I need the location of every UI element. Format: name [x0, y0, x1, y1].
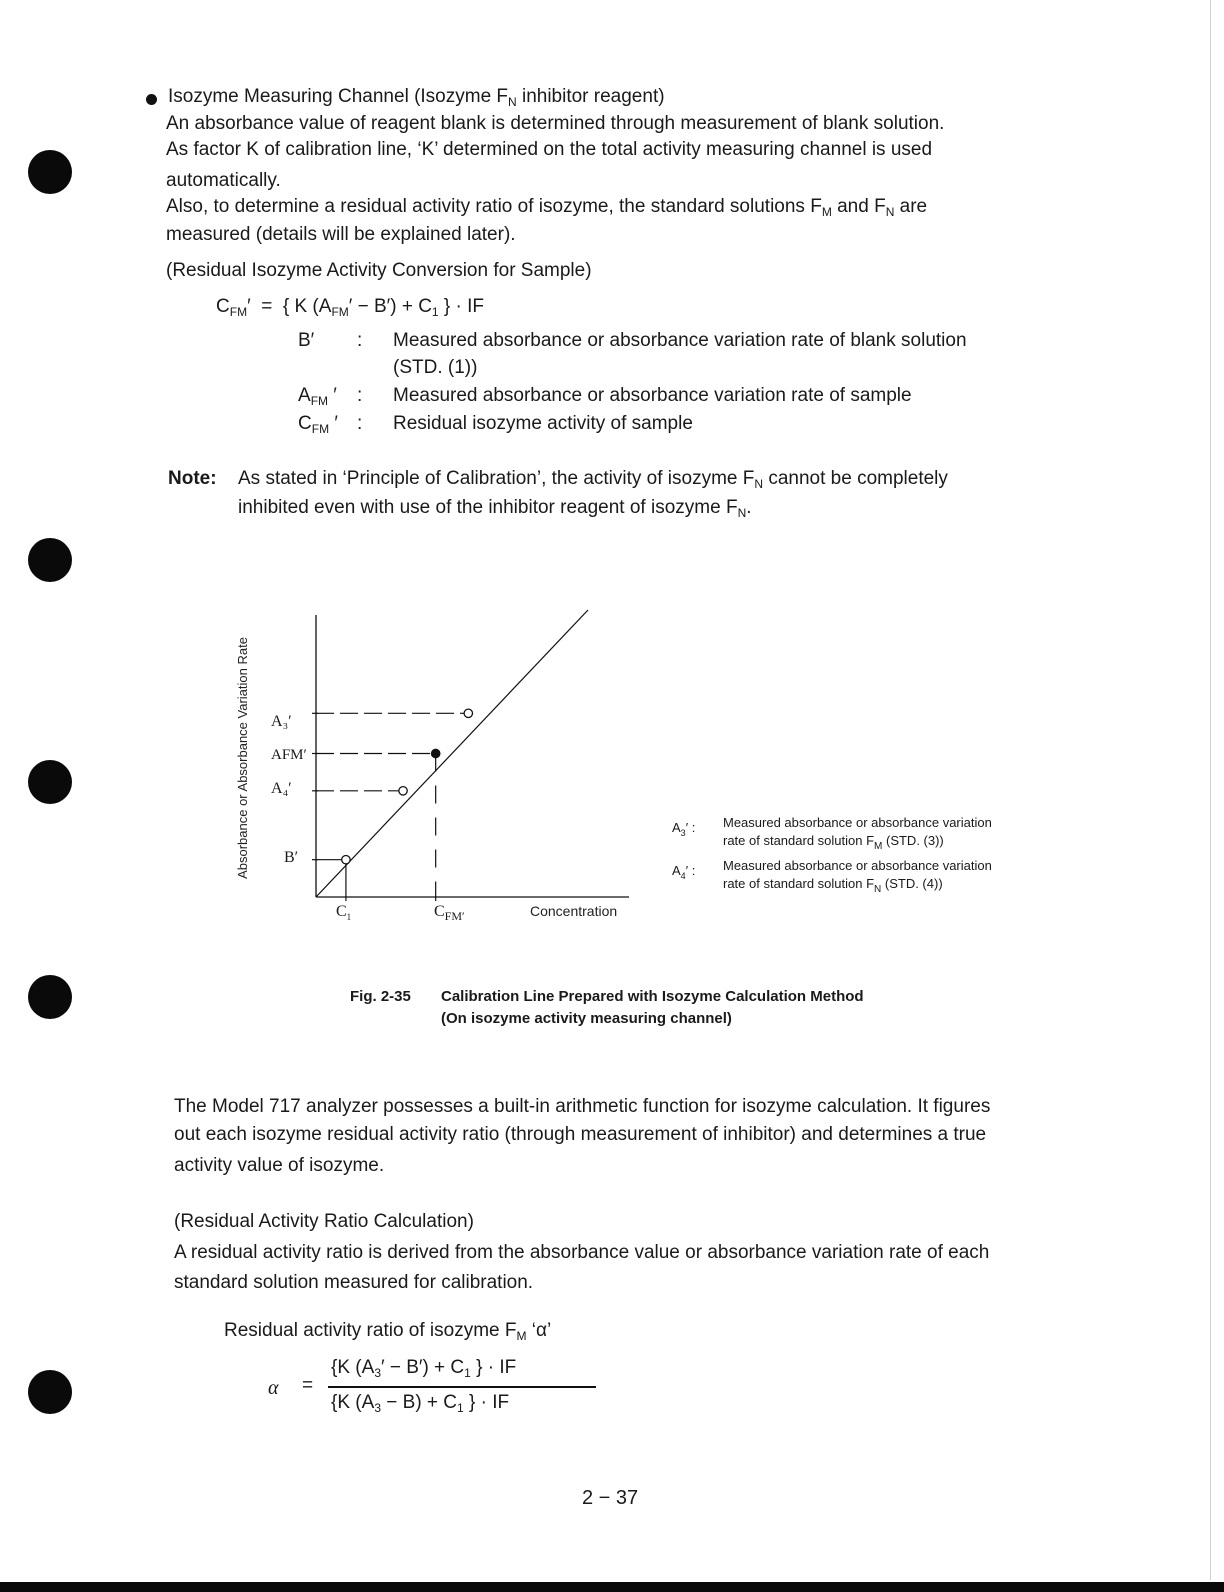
- conversion-heading: (Residual Isozyme Activity Conversion for Sample): [166, 260, 592, 281]
- definition-colon: :: [357, 413, 363, 434]
- alpha-equals: =: [302, 1375, 314, 1396]
- legend-text-a3-line1: Measured absorbance or absorbance variation: [723, 815, 992, 830]
- figure-caption-line-1: Calibration Line Prepared with Isozyme Calculation Method: [441, 988, 864, 1005]
- y-tick-label-a3: A₃′: [271, 713, 292, 730]
- y-tick-label-b: B′: [284, 849, 299, 866]
- x-tick-label-c1: $C_1$: [336, 903, 352, 922]
- chart-plot: [312, 610, 629, 901]
- note-line-1: As stated in ‘Principle of Calibration’, the activity of isozyme $F_N$ cannot be completely: [238, 468, 948, 491]
- legend-symbol-a3: $A_3'$ :: [672, 820, 696, 838]
- paragraph-2-line-1: A residual activity ratio is derived from the absorbance value or absorbance variation rate of each: [174, 1242, 990, 1263]
- paragraph-1-line-3: activity value of isozyme.: [174, 1155, 385, 1176]
- note-line-2: inhibited even with use of the inhibitor reagent of isozyme $F_N$.: [238, 497, 752, 520]
- binder-hole-5: [28, 1370, 72, 1414]
- figure-caption-line-2: (On isozyme activity measuring channel): [441, 1010, 732, 1027]
- page-number: 2 − 37: [582, 1487, 639, 1509]
- definition-colon: :: [357, 330, 363, 351]
- alpha-numerator: {K $(A_3' - B') + C_1$ } · IF: [331, 1357, 517, 1380]
- section-line-3: automatically.: [166, 170, 281, 191]
- definition-symbol: $C_{FM}$ ′: [298, 413, 338, 436]
- definition-symbol: $A_{FM}$ ′: [298, 385, 337, 408]
- definition-text: Measured absorbance or absorbance variation rate of sample: [393, 385, 912, 406]
- section-line-4: Also, to determine a residual activity ratio of isozyme, the standard solutions $F_M$ and $F_N$ are: [166, 196, 928, 219]
- legend-text-a4-line1: Measured absorbance or absorbance variation: [723, 858, 992, 873]
- alpha-denominator: {K $(A_3 - B) + C_1$ } · IF: [331, 1392, 510, 1415]
- definition-text: Residual isozyme activity of sample: [393, 413, 693, 434]
- x-tick-label-cfm: $C_{FM'}$: [434, 903, 465, 923]
- paragraph-1-line-1: The Model 717 analyzer possesses a built-in arithmetic function for isozyme calculation. It figures: [174, 1096, 991, 1117]
- binder-hole-4: [28, 975, 72, 1019]
- definition-colon: :: [357, 385, 363, 406]
- data-point-3: [464, 709, 472, 717]
- section-title: Isozyme Measuring Channel (Isozyme $F_N$ inhibitor reagent): [168, 86, 665, 109]
- data-point-1: [399, 787, 407, 795]
- paragraph-2-line-2: standard solution measured for calibration.: [174, 1272, 534, 1293]
- binder-hole-1: [28, 150, 72, 194]
- x-axis-label: Concentration: [530, 903, 618, 919]
- paragraph-1-line-2: out each isozyme residual activity ratio (through measurement of inhibitor) and determines a true: [174, 1124, 987, 1145]
- section-line-2: As factor K of calibration line, ‘K’ determined on the total activity measuring channel is used: [166, 139, 933, 160]
- ratio-label: Residual activity ratio of isozyme $F_M$ ‘α’: [224, 1320, 552, 1343]
- legend-text-a4-line2: rate of standard solution $F_N$ (STD. (4)): [723, 876, 943, 895]
- data-point-2: [431, 749, 439, 757]
- scan-edge: [1210, 0, 1211, 1580]
- formula-conversion: $C_{FM}'$ = { K $(A_{FM}' - B') + C_1$ } · IF: [216, 296, 485, 319]
- definition-text-cont: (STD. (1)): [393, 357, 478, 378]
- figure-number: Fig. 2-35: [350, 988, 411, 1005]
- fraction-bar: [328, 1386, 596, 1388]
- legend-symbol-a4: $A_4'$ :: [672, 863, 696, 881]
- definition-text: Measured absorbance or absorbance variation rate of blank solution: [393, 330, 967, 351]
- section-line-1: An absorbance value of reagent blank is determined through measurement of blank solution.: [166, 113, 945, 134]
- bottom-scan-bar: [0, 1582, 1224, 1592]
- calibration-line: [316, 610, 588, 897]
- note-label: Note:: [168, 468, 217, 489]
- alpha-symbol: α: [268, 1377, 279, 1399]
- data-point-0: [342, 855, 350, 863]
- bullet-icon: [146, 94, 157, 105]
- y-tick-label-a4: A₄′: [271, 780, 292, 797]
- definition-symbol: B′: [298, 330, 315, 351]
- ratio-heading: (Residual Activity Ratio Calculation): [174, 1211, 474, 1232]
- section-line-5: measured (details will be explained later).: [166, 224, 516, 245]
- binder-hole-3: [28, 760, 72, 804]
- y-axis-label: Absorbance or Absorbance Variation Rate: [235, 637, 250, 879]
- legend-text-a3-line2: rate of standard solution $F_M$ (STD. (3)): [723, 833, 944, 852]
- binder-hole-2: [28, 538, 72, 582]
- y-tick-label-afm: AFM′: [271, 747, 307, 763]
